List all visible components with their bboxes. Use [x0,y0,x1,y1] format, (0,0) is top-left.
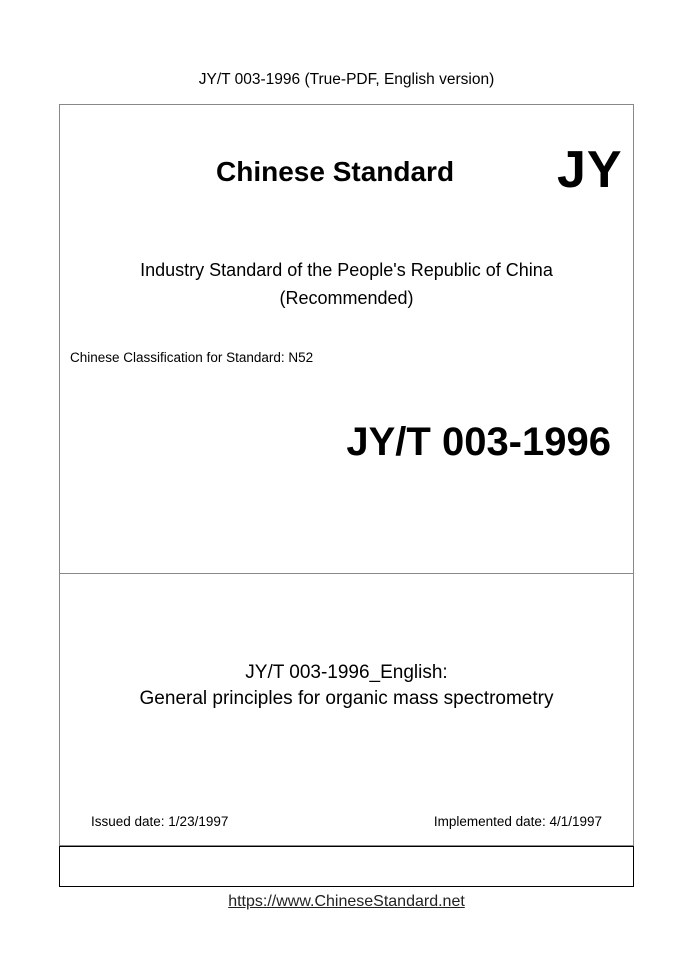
jy-code-mark: JY [557,141,623,199]
implemented-date: Implemented date: 4/1/1997 [433,814,602,829]
chinese-standard-heading: Chinese Standard [216,156,455,187]
website-link[interactable]: https://www.ChineseStandard.net [228,893,465,910]
issued-date: Issued date: 1/23/1997 [91,814,229,829]
standard-number: JY/T 003-1996 [346,420,611,464]
page-header-title: JY/T 003-1996 (True-PDF, English version) [198,71,495,88]
document-title-line1: JY/T 003-1996_English: [245,662,448,683]
recommended-line: (Recommended) [279,288,414,308]
classification-text: Chinese Classification for Standard: N52 [70,350,314,365]
cover-bottom-frame [59,846,634,887]
industry-standard-line: Industry Standard of the People's Republic of China [140,260,553,280]
document-title-line2: General principles for organic mass spectrometry [139,688,554,709]
